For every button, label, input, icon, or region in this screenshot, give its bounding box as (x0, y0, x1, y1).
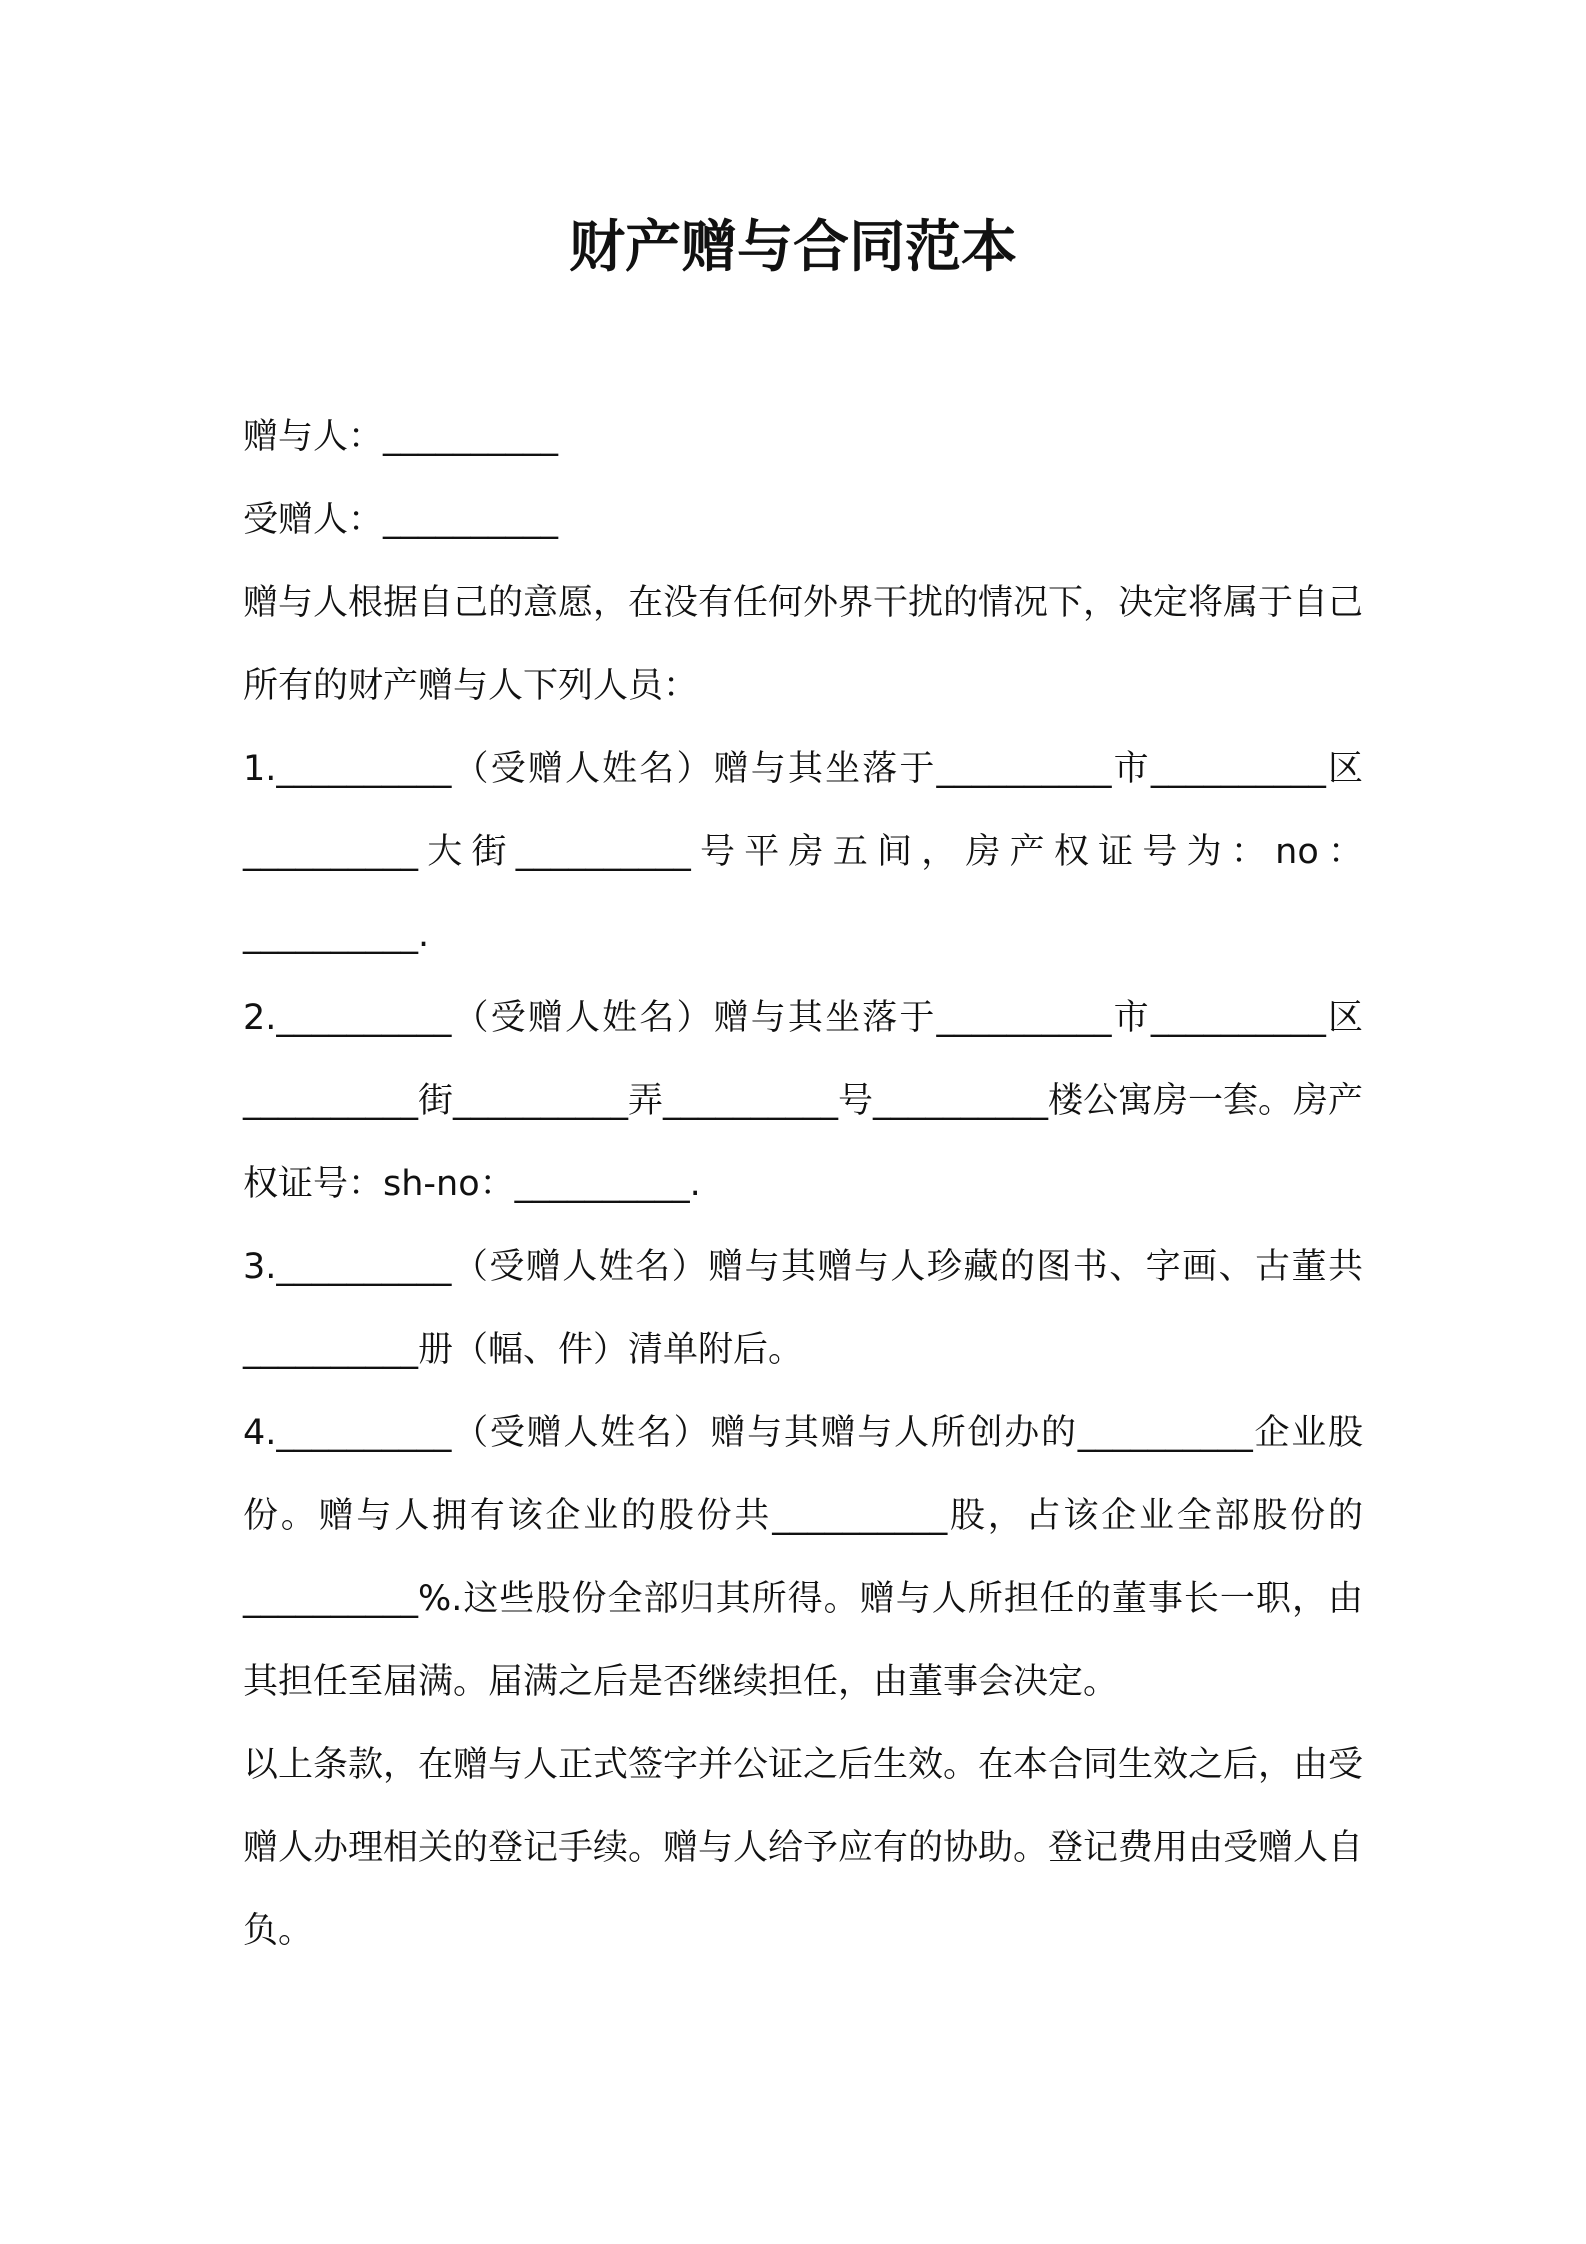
donor-line: 赠与人：__________ (243, 417, 559, 457)
document-title: 财产赠与合同范本 (569, 215, 1017, 280)
clause-4: 4.__________（受赠人姓名）赠与其赠与人所创办的__________企业股份。赠与人拥有该企业的股份共__________股，占该企业全部股份的__________%.这些股份全部归其所得。赠与人所担任的董事长一职，由其担任至届满。届满之后是否继续担任，由董事会决定。 (243, 1413, 1363, 1702)
intro-paragraph: 赠与人根据自己的意愿，在没有任何外界干扰的情况下，决定将属于自己所有的财产赠与人下列人员： (243, 583, 1364, 706)
effectiveness-paragraph: 以上条款，在赠与人正式签字并公证之后生效。在本合同生效之后，由受赠人办理相关的登记手续。赠与人给予应有的协助。登记费用由受赠人自负。 (243, 1745, 1364, 1951)
clause-2: 2.__________（受赠人姓名）赠与其坐落于__________市__________区__________街__________弄__________号__________楼公寓房一套。房产权证号：sh-no：__________. (243, 998, 1364, 1204)
clause-3: 3.__________（受赠人姓名）赠与其赠与人珍藏的图书、字画、古董共__________册（幅、件）清单附后。 (243, 1247, 1363, 1370)
clause-1: 1.__________（受赠人姓名）赠与其坐落于__________市__________区__________大街__________号平房五间，房产权证号为：no：__________. (243, 749, 1363, 955)
document-body (243, 396, 1363, 1973)
recipient-line: 受赠人：__________ (243, 500, 559, 540)
